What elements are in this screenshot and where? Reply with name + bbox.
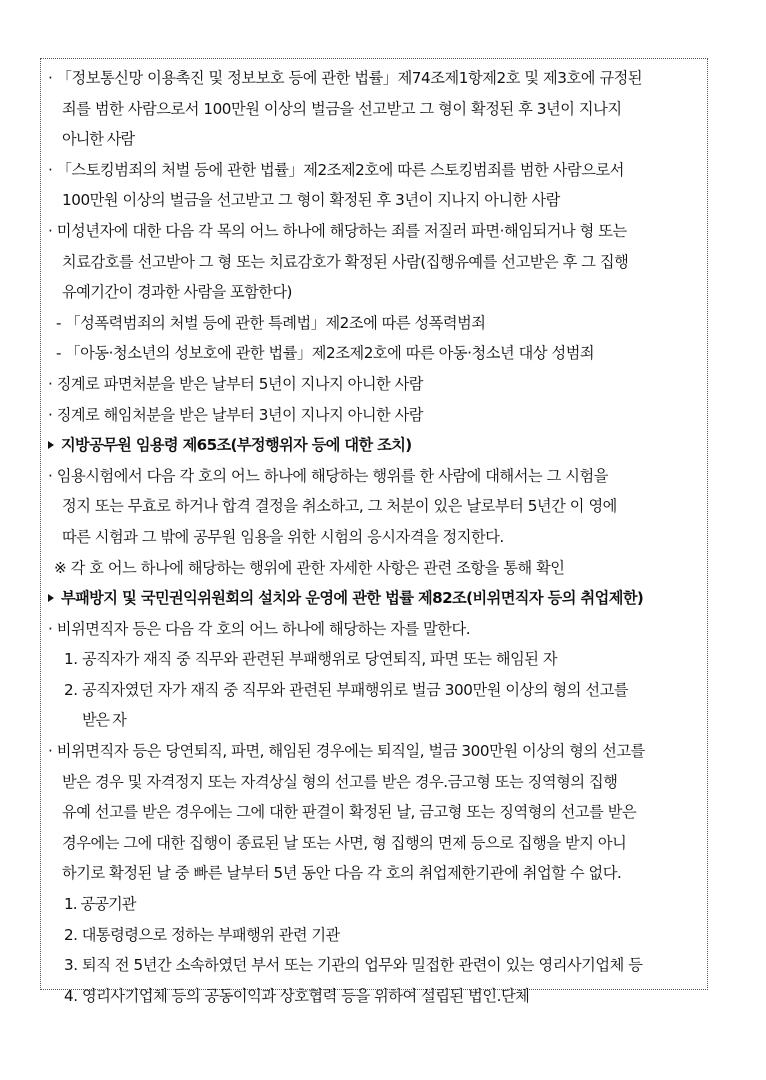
text-line: [48, 950, 708, 981]
text-line: [48, 400, 708, 431]
line-text: · 비위면직자 등은 다음 각 호의 어느 하나에 해당하는 자를 말한다.: [48, 619, 471, 638]
line-text: · 임용시험에서 다음 각 호의 어느 하나에 해당하는 행위를 한 사람에 대해서는 그 시험을: [48, 466, 608, 485]
text-line: [48, 981, 708, 1012]
text-line: [48, 644, 708, 675]
section-heading: [48, 430, 708, 461]
text-line: [48, 461, 708, 492]
text-line: [48, 94, 708, 125]
text-line: [48, 736, 708, 767]
line-text: 아니한 사람: [62, 130, 135, 149]
triangle-bullet-icon: [48, 594, 54, 602]
line-text: 유예기간이 경과한 사람을 포함한다): [62, 283, 292, 302]
line-text: 받은 경우 및 자격정지 또는 자격상실 형의 선고를 받은 경우.금고형 또는 징역형의 집행: [62, 772, 618, 791]
line-text: 유예 선고를 받은 경우에는 그에 대한 판결이 확정된 날, 금고형 또는 징역형의 선고를 받은: [62, 803, 637, 822]
line-text: · 비위면직자 등은 당연퇴직, 파면, 해임된 경우에는 퇴직일, 벌금 300만원 이상의 형의 선고를: [48, 742, 645, 761]
triangle-bullet-icon: [48, 441, 54, 449]
text-line: [48, 675, 708, 706]
text-line: [48, 338, 708, 369]
text-line: [48, 369, 708, 400]
text-line: [48, 705, 708, 736]
text-line: [48, 920, 708, 951]
text-line: [48, 491, 708, 522]
text-line: [48, 889, 708, 920]
text-line: [48, 522, 708, 553]
line-text: 4. 영리사기업체 등의 공동이익과 상호협력 등을 위하여 설립된 법인.단체: [64, 986, 530, 1005]
line-text: 1. 공공기관: [64, 895, 136, 914]
line-text: 하기로 확정된 날 중 빠른 날부터 5년 동안 다음 각 호의 취업제한기관에 취업할 수 없다.: [62, 864, 622, 883]
text-line: [48, 858, 708, 889]
line-text: - 「성폭력범죄의 처벌 등에 관한 특례법」제2조에 따른 성폭력범죄: [56, 313, 486, 332]
text-line: [48, 277, 708, 308]
text-line: [48, 216, 708, 247]
line-text: - 「아동·청소년의 성보호에 관한 법률」제2조제2호에 따른 아동·청소년 대상 성범죄: [56, 344, 595, 363]
text-line: [48, 247, 708, 278]
line-text: 따른 시험과 그 밖에 공무원 임용을 위한 시험의 응시자격을 정지한다.: [62, 527, 504, 546]
line-text: · 「정보통신망 이용촉진 및 정보보호 등에 관한 법률」제74조제1항제2호 및 제3호에 규정된: [48, 69, 643, 87]
text-line: [48, 63, 708, 94]
document-body: [48, 63, 708, 1011]
line-text: 부패방지 및 국민권익위원회의 설치와 운영에 관한 법률 제82조(비위면직자 등의 취업제한): [61, 589, 644, 608]
line-text: 지방공무원 임용령 제65조(부정행위자 등에 대한 조치): [61, 436, 412, 455]
text-line: [48, 553, 708, 584]
line-text: 치료감호를 선고받아 그 형 또는 치료감호가 확정된 사람(집행유예를 선고받은 후 그 집행: [62, 252, 629, 271]
line-text: · 「스토킹범죄의 처벌 등에 관한 법률」제2조제2호에 따른 스토킹범죄를 범한 사람으로서: [48, 160, 624, 179]
line-text: · 징계로 해임처분을 받은 날부터 3년이 지나지 아니한 사람: [48, 405, 423, 424]
text-line: [48, 797, 708, 828]
line-text: 1. 공직자가 재직 중 직무와 관련된 부패행위로 당연퇴직, 파면 또는 해임된 자: [64, 650, 558, 669]
line-text: · 미성년자에 대한 다음 각 목의 어느 하나에 해당하는 죄를 저질러 파면·해임되거나 형 또는: [48, 221, 627, 240]
text-line: [48, 828, 708, 859]
section-heading: [48, 583, 708, 614]
text-line: [48, 185, 708, 216]
text-line: [48, 155, 708, 186]
line-text: 3. 퇴직 전 5년간 소속하였던 부서 또는 기관의 업무와 밀접한 관련이 있는 영리사기업체 등: [64, 956, 643, 975]
line-text: 정지 또는 무효로 하거나 합격 결정을 취소하고, 그 처분이 있은 날로부터 5년간 이 영에: [62, 497, 617, 516]
text-line: [48, 767, 708, 798]
line-text: · 징계로 파면처분을 받은 날부터 5년이 지나지 아니한 사람: [48, 374, 423, 393]
line-text: 2. 공직자였던 자가 재직 중 직무와 관련된 부패행위로 벌금 300만원 이상의 형의 선고를: [64, 680, 629, 699]
line-text: 죄를 범한 사람으로서 100만원 이상의 벌금을 선고받고 그 형이 확정된 후 3년이 지나지: [62, 99, 622, 118]
line-text: 100만원 이상의 벌금을 선고받고 그 형이 확정된 후 3년이 지나지 아니한 사람: [62, 191, 560, 210]
text-line: [48, 124, 708, 155]
line-text: ※ 각 호 어느 하나에 해당하는 행위에 관한 자세한 사항은 관련 조항을 통해 확인: [54, 558, 565, 577]
line-text: 받은 자: [82, 711, 126, 730]
line-text: 2. 대통령령으로 정하는 부패행위 관련 기관: [64, 925, 340, 944]
line-text: 경우에는 그에 대한 집행이 종료된 날 또는 사면, 형 집행의 면제 등으로 집행을 받지 아니: [62, 833, 627, 852]
text-line: [48, 614, 708, 645]
text-line: [48, 308, 708, 339]
